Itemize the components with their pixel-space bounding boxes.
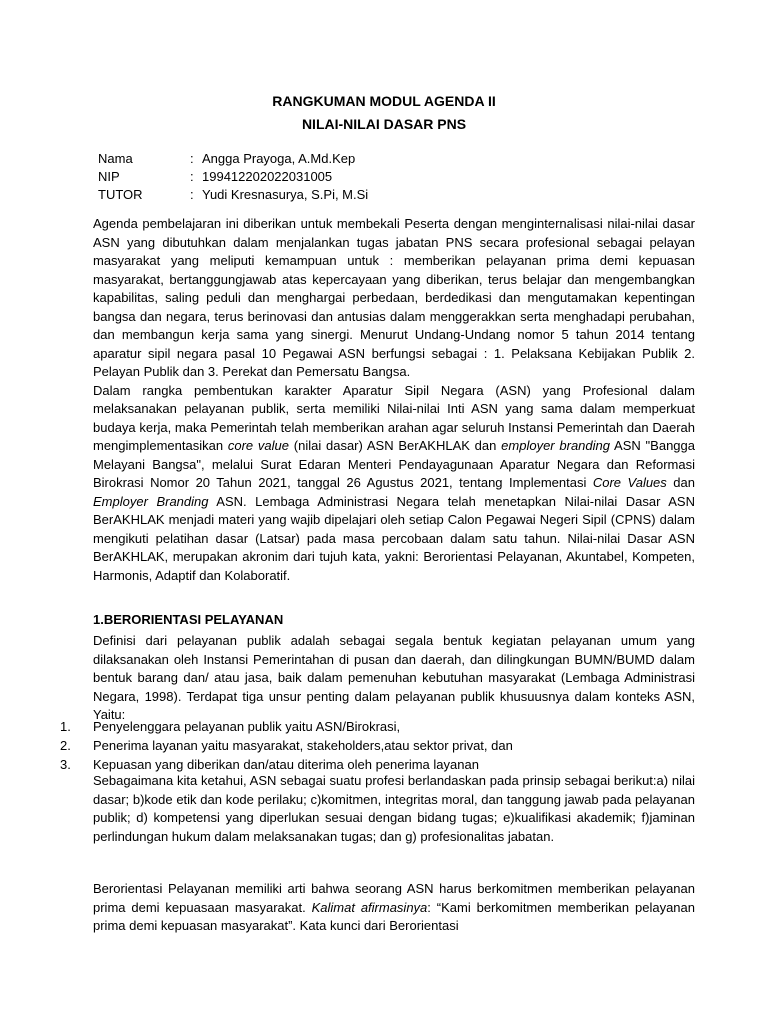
numbered-list <box>60 717 513 774</box>
meta-separator: : <box>190 187 194 202</box>
italic-run: employer branding <box>501 438 610 453</box>
paragraph-definisi: Definisi dari pelayanan publik adalah sebagai segala bentuk kegiatan pelayanan umum yang dilaksanakan oleh Instansi Pemerintahan di pusan dan daerah, dan dilingkungan BUMN/BUMD dalam bentuk barang dan/ atau jasa, baik dalam pemenuhan kebutuhan masyarakat (Lembaga Administrasi Negara, 1998). Terdapat tiga unsur penting dalam pelayanan publik khusuusnya dalam konteks ASN, Yaitu: <box>93 633 695 722</box>
list-number: 2. <box>60 738 71 753</box>
list-number: 3. <box>60 757 71 772</box>
identity-block <box>98 150 368 204</box>
list-text: Penerima layanan yaitu masyarakat, stakeholders,atau sektor privat, dan <box>93 738 513 753</box>
document-subtitle: NILAI-NILAI DASAR PNS <box>301 116 467 132</box>
text-run: (nilai dasar) ASN BerAKHLAK dan <box>288 438 502 453</box>
paragraph-intro: Agenda pembelajaran ini diberikan untuk membekali Peserta dengan menginternalisasi nilai-nilai dasar ASN yang dibutuhkan dalam menjalankan tugas jabatan PNS secara profesional sebagai pelayan masyarakat yang meliputi kemampuan untuk : memberikan pelayanan prima demi kepuasan masyarakat, bertanggungjawab atas kepercayaan yang diberikan, terus belajar dan mengembangkan kapabilitas, saling peduli dan menghargai perbedaan, berdedikasi dan mengutamakan kepentingan bangsa dan negara, terus berinovasi dan antusias dalam menggerakkan serta menghadapi perubahan, dan membangun kerja sama yang sinergi. Menurut Undang-Undang nomor 5 tahun 2014 tentang aparatur sipil negara pasal 10 Pegawai ASN berfungsi sebagai : 1. Pelaksana Kebijakan Publik 2. Pelayan Publik dan 3. Perekat dan Pemersatu Bangsa. <box>93 216 695 379</box>
list-item <box>60 717 513 736</box>
italic-run: Employer Branding <box>93 493 209 509</box>
meta-label: NIP <box>98 169 120 184</box>
meta-separator: : <box>190 169 194 184</box>
italic-run: Core Values <box>592 475 667 490</box>
paragraph-afirmasi <box>93 880 695 936</box>
meta-value: Yudi Kresnasurya, S.Pi, M.Si <box>202 187 369 202</box>
body-text <box>93 215 695 585</box>
meta-label: TUTOR <box>98 187 143 202</box>
list-text: Penyelenggara pelayanan publik yaitu ASN/Birokrasi, <box>93 719 401 734</box>
meta-label: Nama <box>98 151 133 166</box>
italic-run: core value <box>227 438 289 453</box>
meta-separator: : <box>190 151 194 166</box>
list-number: 1. <box>60 719 71 734</box>
text-run: ASN. Lembaga Administrasi Negara telah menetapkan Nilai-nilai Dasar ASN BerAKHLAK menjadi materi yang wajib dipelajari oleh setiap Calon Pegawai Negeri Sipil (CPNS) dalam mengikuti pelatihan dasar (Latsar) pada masa percobaan dalam satu tahun. Nilai-nilai Dasar ASN BerAKHLAK, merupakan akronim dari tujuh kata, yakni: Berorientasi Pelayanan, Akuntabel, Kompeten, Harmonis, Adaptif dan Kolaboratif. <box>93 493 695 583</box>
section-heading: 1.BERORIENTASI PELAYANAN <box>93 612 284 627</box>
meta-row-tutor <box>98 186 368 204</box>
paragraph-profesi: Sebagaimana kita ketahui, ASN sebagai suatu profesi berlandaskan pada prinsip sebagai berikut:a) nilai dasar; b)kode etik dan kode perilaku; c)komitmen, integritas moral, dan tanggung jawab pada pelayanan publik; d) kompetensi yang diperlukan sesuai dengan bidang tugas; e)kualifikasi akademik; f)jaminan perlindungan hukum dalam melaksanakan tugas; dan g) profesionalitas jabatan. <box>93 773 695 844</box>
list-item <box>60 736 513 755</box>
meta-row-nip <box>98 168 368 186</box>
list-text: Kepuasan yang diberikan dan/atau diterima oleh penerima layanan <box>93 757 479 772</box>
meta-row-nama <box>98 150 368 168</box>
text-run: ASN "Bangga Melayani Bangsa", melalui Surat Edaran Menteri Pendayagunaan Aparatur Negara dan Reformasi Birokrasi Nomor 20 Tahun 2021, tanggal 26 Agustus 2021, tentang Implementasi <box>93 438 695 490</box>
document-title: RANGKUMAN MODUL AGENDA II <box>272 93 496 109</box>
meta-value: 199412202022031005 <box>202 169 333 184</box>
paragraph-berakhlak <box>93 382 695 586</box>
text-run: dan <box>666 475 695 490</box>
text-run: Berorientasi Pelayanan memiliki arti bahwa seorang ASN harus berkomitmen memberikan pelayanan prima demi kepuasaan masyarakat. <box>93 881 695 915</box>
text-run: Dalam rangka pembentukan karakter Aparatur Sipil Negara (ASN) yang Profesional dalam melaksanakan pelayanan publik, serta memiliki Nilai-nilai Inti ASN yang sama dalam memperkuat budaya kerja, maka Pemerintah telah memberikan arahan agar seluruh Instansi Pemerintah dan Daerah mengimplementasikan <box>93 382 695 453</box>
italic-run: Kalimat afirmasinya <box>311 899 428 915</box>
text-run: : “Kami berkomitmen memberikan pelayanan prima demi kepuasan masyarakat”. Kata kunci dari Berorientasi <box>93 899 695 933</box>
meta-value: Angga Prayoga, A.Md.Kep <box>202 151 356 166</box>
